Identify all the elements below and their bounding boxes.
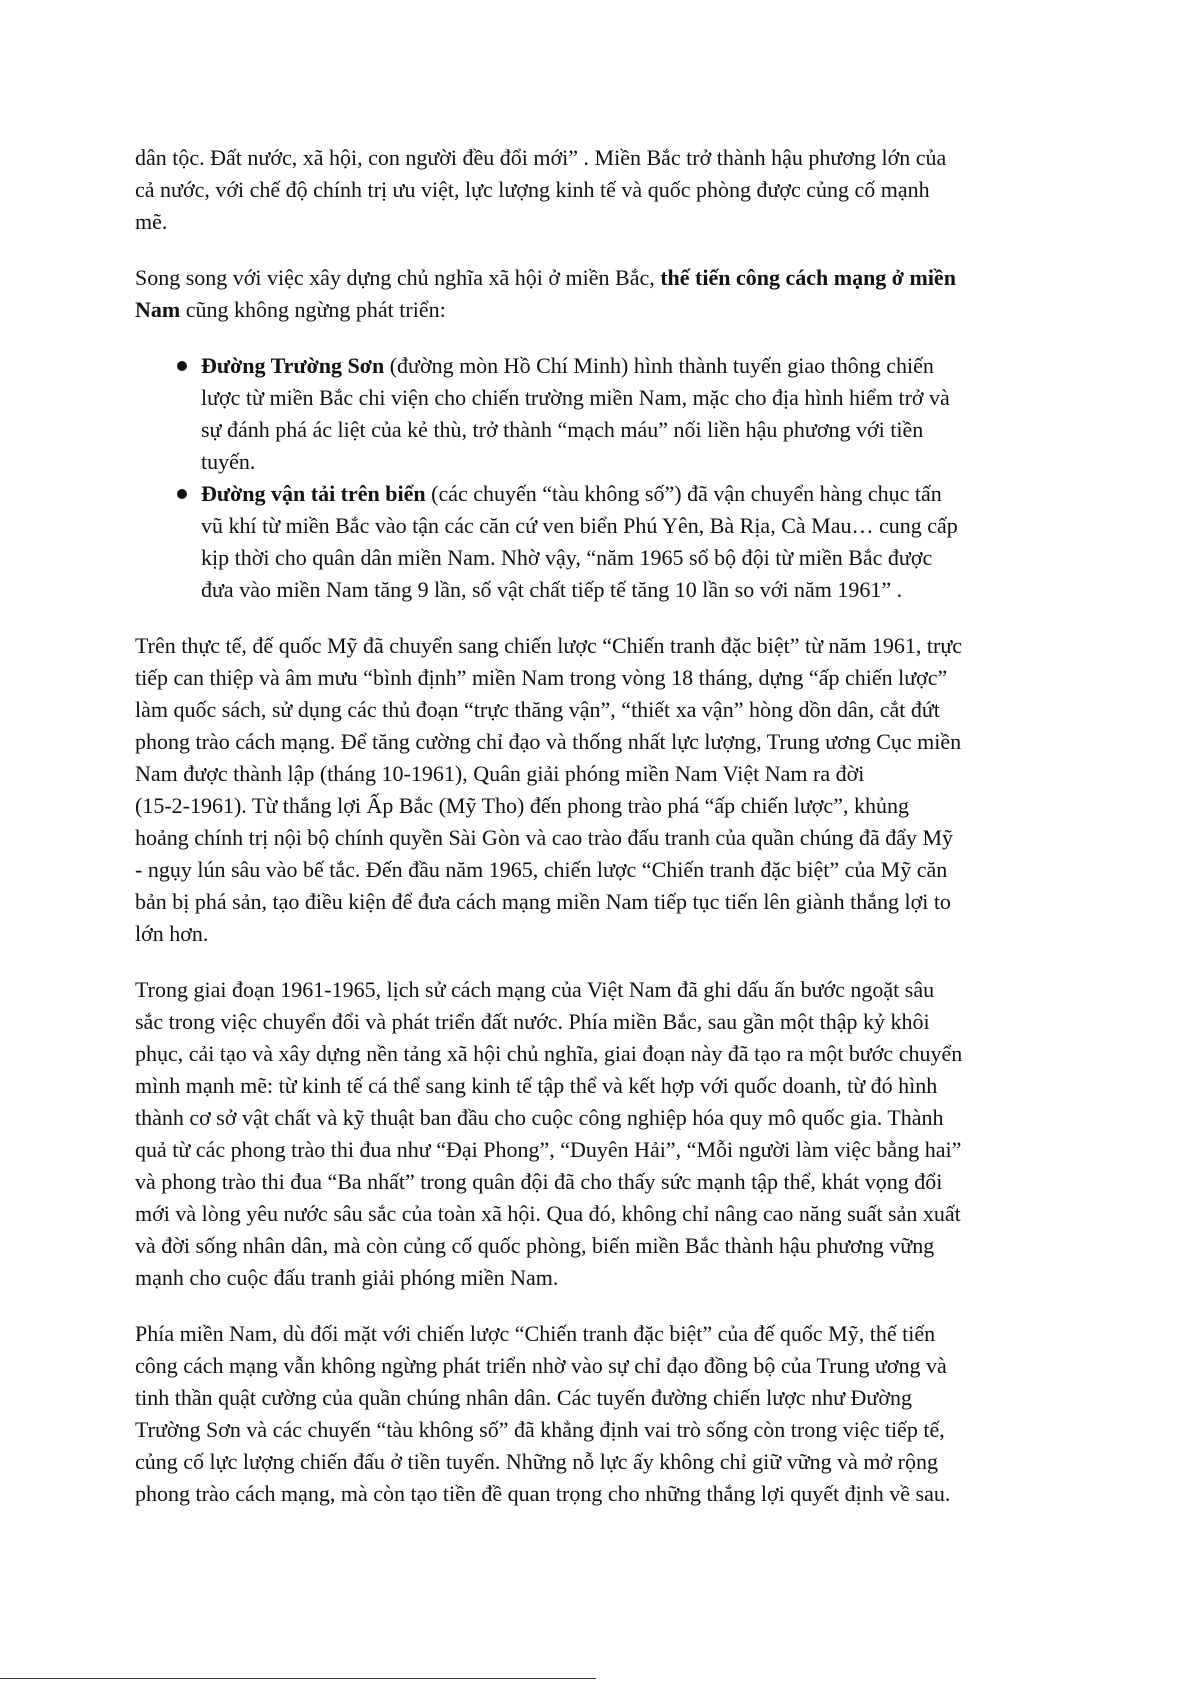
text-segment: (đường mòn Hồ Chí Minh) hình thành tuyến giao thông chiến bbox=[384, 353, 934, 378]
text-line: mẽ. bbox=[135, 209, 168, 234]
text-line: phục, cải tạo và xây dựng nền tảng xã hội chủ nghĩa, giai đoạn này đã tạo ra một bước chuyển bbox=[135, 1041, 963, 1066]
text-line: thành cơ sở vật chất và kỹ thuật ban đầu cho cuộc công nghiệp hóa quy mô quốc gia. Thành bbox=[135, 1105, 944, 1130]
text-line: phong trào cách mạng, mà còn tạo tiền đề quan trọng cho những thắng lợi quyết định về sau. bbox=[135, 1481, 951, 1506]
text-line: hoảng chính trị nội bộ chính quyền Sài Gòn và cao trào đấu tranh của quần chúng đã đẩy Mỹ bbox=[135, 825, 954, 850]
text-line: bản bị phá sản, tạo điều kiện để đưa cách mạng miền Nam tiếp tục tiến lên giành thắng lợi to bbox=[135, 889, 951, 914]
text-line: đưa vào miền Nam tăng 9 lần, số vật chất tiếp tế tăng 10 lần so với năm 1961” . bbox=[201, 577, 903, 602]
text-line: và phong trào thi đua “Ba nhất” trong quân đội đã cho thấy sức mạnh tập thể, khát vọng đổi bbox=[135, 1169, 943, 1194]
paragraph-4 bbox=[135, 974, 1095, 1294]
text-line bbox=[135, 262, 1095, 294]
bullet-list bbox=[135, 350, 1095, 606]
text-line: lược từ miền Bắc chi viện cho chiến trường miền Nam, mặc cho địa hình hiểm trở và bbox=[201, 385, 950, 410]
text-line: Nam được thành lập (tháng 10-1961), Quân giải phóng miền Nam Việt Nam ra đời bbox=[135, 761, 865, 786]
text-line: làm quốc sách, sử dụng các thủ đoạn “trực thăng vận”, “thiết xa vận” hòng dồn dân, cắt đứt bbox=[135, 697, 940, 722]
text-line: Trong giai đoạn 1961-1965, lịch sử cách mạng của Việt Nam đã ghi dấu ấn bước ngoặt sâu bbox=[135, 977, 935, 1002]
bold-text: Nam bbox=[135, 297, 181, 322]
text-line: Phía miền Nam, dù đối mặt với chiến lược “Chiến tranh đặc biệt” của đế quốc Mỹ, thế tiến bbox=[135, 1321, 936, 1346]
text-segment: cũng không ngừng phát triển: bbox=[180, 297, 446, 322]
text-line: củng cố lực lượng chiến đấu ở tiền tuyến. Những nỗ lực ấy không chỉ giữ vững và mở rộng bbox=[135, 1449, 938, 1474]
text-line: tuyến. bbox=[201, 449, 256, 474]
text-line: lớn hơn. bbox=[135, 921, 209, 946]
text-segment: (các chuyến “tàu không số”) đã vận chuyển hàng chục tấn bbox=[425, 481, 942, 506]
paragraph-3 bbox=[135, 630, 1095, 950]
list-item bbox=[135, 478, 1095, 606]
text-line: sự đánh phá ác liệt của kẻ thù, trở thành “mạch máu” nối liền hậu phương với tiền bbox=[201, 417, 924, 442]
text-line: công cách mạng vẫn không ngừng phát triển nhờ vào sự chỉ đạo đồng bộ của Trung ương và bbox=[135, 1353, 947, 1378]
text-line: sắc trong việc chuyển đổi và phát triển đất nước. Phía miền Bắc, sau gần một thập kỷ khôi bbox=[135, 1009, 930, 1034]
text-line bbox=[135, 294, 1095, 326]
text-segment: Song song với việc xây dựng chủ nghĩa xã hội ở miền Bắc, bbox=[135, 265, 661, 290]
paragraph-1 bbox=[135, 142, 1095, 238]
text-line: cả nước, với chế độ chính trị ưu việt, lực lượng kinh tế và quốc phòng được củng cố mạnh bbox=[135, 177, 930, 202]
list-item bbox=[135, 350, 1095, 478]
text-line: phong trào cách mạng. Để tăng cường chỉ đạo và thống nhất lực lượng, Trung ương Cục miền bbox=[135, 729, 962, 754]
text-line: (15-2-1961). Từ thắng lợi Ấp Bắc (Mỹ Tho) đến phong trào phá “ấp chiến lược”, khủng bbox=[135, 793, 909, 818]
bold-text: Đường Trường Sơn bbox=[201, 353, 385, 378]
footnote-separator bbox=[0, 1678, 596, 1679]
paragraph-5 bbox=[135, 1318, 1095, 1510]
text-line: mình mạnh mẽ: từ kinh tế cá thể sang kinh tế tập thể và kết hợp với quốc doanh, từ đó hình bbox=[135, 1073, 938, 1098]
text-line bbox=[201, 478, 1095, 510]
paragraph-2 bbox=[135, 262, 1095, 326]
text-line: mạnh cho cuộc đấu tranh giải phóng miền Nam. bbox=[135, 1265, 559, 1290]
text-line bbox=[201, 350, 1095, 382]
text-line: tinh thần quật cường của quần chúng nhân dân. Các tuyến đường chiến lược như Đường bbox=[135, 1385, 912, 1410]
text-line: tiếp can thiệp và âm mưu “bình định” miền Nam trong vòng 18 tháng, dựng “ấp chiến lược” bbox=[135, 665, 948, 690]
text-line: mới và lòng yêu nước sâu sắc của toàn xã hội. Qua đó, không chỉ nâng cao năng suất sản xuất bbox=[135, 1201, 961, 1226]
text-line: vũ khí từ miền Bắc vào tận các căn cứ ven biển Phú Yên, Bà Rịa, Cà Mau… cung cấp bbox=[201, 513, 958, 538]
text-line: quả từ các phong trào thi đua như “Đại Phong”, “Duyên Hải”, “Mỗi người làm việc bằng hai” bbox=[135, 1137, 962, 1162]
text-line: kịp thời cho quân dân miền Nam. Nhờ vậy, “năm 1965 số bộ đội từ miền Bắc được bbox=[201, 545, 933, 570]
bullet-icon bbox=[177, 489, 187, 499]
bold-text: thế tiến công cách mạng ở miền bbox=[660, 265, 956, 290]
text-line: dân tộc. Đất nước, xã hội, con người đều đổi mới” . Miền Bắc trở thành hậu phương lớn của bbox=[135, 145, 947, 170]
text-line: - ngụy lún sâu vào bế tắc. Đến đầu năm 1965, chiến lược “Chiến tranh đặc biệt” của Mỹ căn bbox=[135, 857, 948, 882]
bold-text: Đường vận tải trên biển bbox=[201, 481, 426, 506]
document-body bbox=[135, 142, 1095, 1534]
text-line: Trường Sơn và các chuyến “tàu không số” đã khẳng định vai trò sống còn trong việc tiếp tế, bbox=[135, 1417, 945, 1442]
bullet-icon bbox=[177, 361, 187, 371]
text-line: Trên thực tế, đế quốc Mỹ đã chuyển sang chiến lược “Chiến tranh đặc biệt” từ năm 1961, trực bbox=[135, 633, 963, 658]
text-line: và đời sống nhân dân, mà còn củng cố quốc phòng, biến miền Bắc thành hậu phương vững bbox=[135, 1233, 935, 1258]
